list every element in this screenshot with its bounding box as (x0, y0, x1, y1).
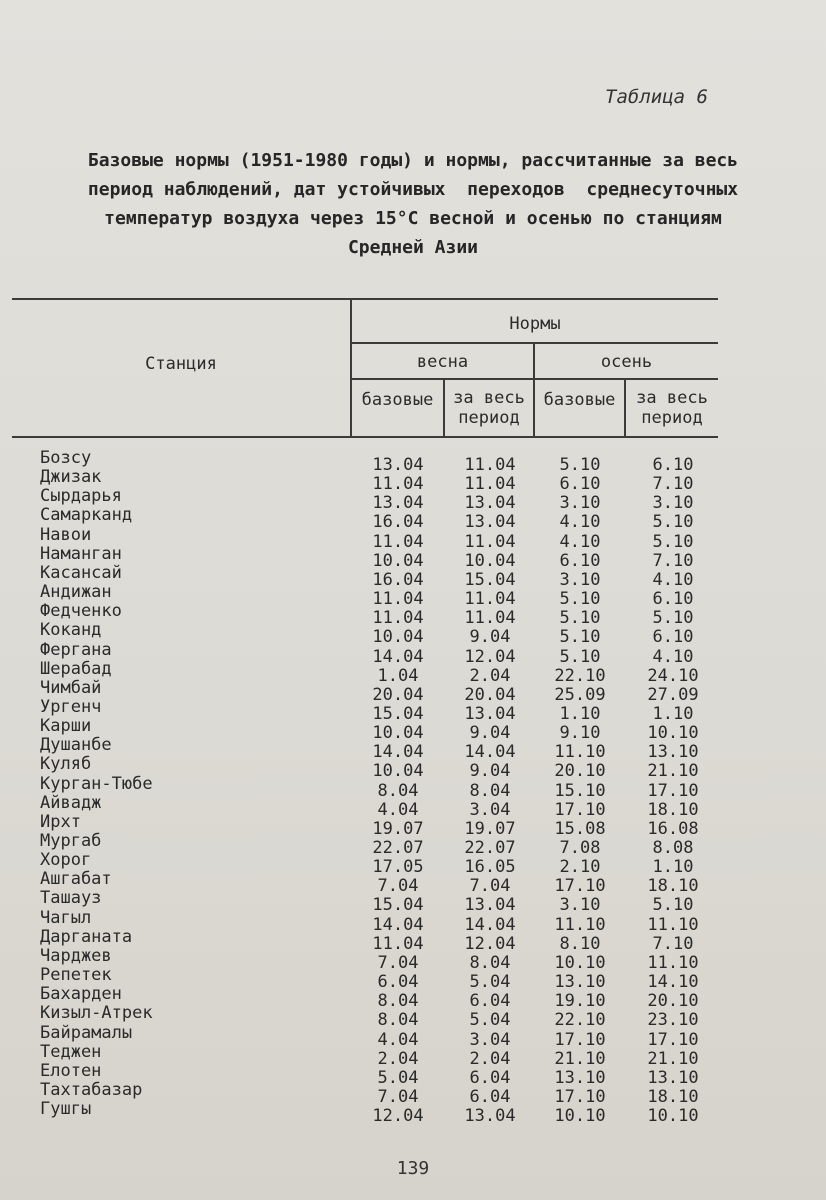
autumn-full: 4.10 (652, 646, 694, 667)
spring-base: 10.04 (372, 723, 424, 744)
spring-base: 14.04 (372, 742, 424, 763)
page-number: 139 (396, 1158, 430, 1179)
spring-full: 12.04 (464, 646, 516, 667)
spring-full: 8.04 (469, 952, 511, 973)
spring-full: 16.05 (464, 857, 516, 878)
spring-full: 6.04 (469, 991, 511, 1012)
autumn-full: 10.10 (647, 723, 699, 744)
autumn-full: 5.10 (652, 531, 694, 552)
station-name: Теджен (40, 1041, 102, 1062)
autumn-base: 17.10 (554, 1029, 606, 1050)
station-name: Навои (40, 524, 92, 545)
spring-base: 11.04 (372, 474, 424, 495)
autumn-base: 6.10 (559, 550, 601, 571)
station-name: Айвадж (40, 792, 102, 813)
spring-base: 7.04 (377, 876, 419, 897)
spring-base: 22.07 (372, 838, 424, 858)
header-bottom-rule (12, 436, 718, 438)
spring-base: 11.04 (372, 589, 424, 610)
autumn-base: 5.10 (559, 627, 601, 648)
spring-base: 10.04 (372, 627, 424, 648)
spring-full: 9.04 (469, 723, 511, 744)
autumn-full: 11.10 (647, 914, 699, 935)
header-autumn-full-l2: период (641, 408, 703, 428)
autumn-base: 17.10 (554, 1086, 606, 1107)
station-name: Куляб (40, 754, 92, 775)
station-name: Сырдарья (40, 486, 122, 507)
autumn-full: 20.10 (647, 991, 699, 1012)
spring-base: 1.04 (377, 665, 419, 686)
spring-full: 11.04 (464, 474, 516, 495)
spring-full: 3.04 (469, 1029, 511, 1050)
autumn-base: 3.10 (559, 493, 601, 514)
autumn-base: 13.10 (554, 1067, 606, 1088)
spring-base: 11.04 (372, 933, 424, 954)
spring-full: 13.04 (464, 1106, 516, 1127)
autumn-full: 4.10 (652, 569, 694, 590)
spring-base: 5.04 (377, 1067, 419, 1088)
header-autumn-full (626, 388, 718, 428)
station-name: Репетек (40, 965, 112, 986)
spring-base: 8.04 (377, 780, 419, 801)
spring-full: 2.04 (469, 665, 511, 686)
spring-full: 9.04 (469, 627, 511, 648)
station-name: Байрамалы (40, 1022, 133, 1043)
autumn-full: 17.10 (647, 1029, 699, 1050)
spring-base: 11.04 (372, 531, 424, 552)
autumn-base: 1.10 (559, 703, 601, 724)
spring-base: 8.04 (377, 991, 419, 1012)
station-name: Ташауз (40, 888, 102, 909)
autumn-full: 7.10 (652, 550, 694, 571)
autumn-full: 10.10 (647, 1106, 699, 1127)
spring-full: 13.04 (464, 493, 516, 514)
header-station: Станция (145, 354, 217, 374)
spring-full: 6.04 (469, 1067, 511, 1088)
autumn-base: 22.10 (554, 1010, 606, 1031)
autumn-full: 16.08 (647, 818, 699, 839)
autumn-base: 3.10 (559, 569, 601, 590)
station-name: Елотен (40, 1060, 102, 1081)
station-name: Кизыл-Атрек (40, 1003, 153, 1024)
spring-full: 10.04 (464, 550, 516, 571)
autumn-base: 6.10 (559, 474, 601, 495)
autumn-full: 13.10 (647, 1067, 699, 1088)
spring-full: 22.07 (464, 838, 516, 858)
table-title (0, 146, 826, 262)
station-name: Бозсу (40, 448, 92, 468)
autumn-base: 25.09 (554, 684, 606, 705)
station-name: Коканд (40, 620, 102, 641)
spring-full: 14.04 (464, 914, 516, 935)
spring-base: 7.04 (377, 952, 419, 973)
station-name: Ирхт (40, 811, 81, 832)
spring-base: 19.07 (372, 818, 424, 839)
spring-full: 11.04 (464, 608, 516, 629)
station-name: Наманган (40, 543, 122, 564)
spring-base: 20.04 (372, 684, 424, 705)
autumn-full: 21.10 (647, 761, 699, 782)
station-name: Хорог (40, 850, 92, 871)
autumn-full: 8.08 (652, 838, 694, 858)
autumn-base: 5.10 (559, 589, 601, 610)
station-name: Джизак (40, 467, 102, 488)
station-name: Карши (40, 716, 92, 737)
autumn-full: 18.10 (647, 876, 699, 897)
spring-base: 14.04 (372, 914, 424, 935)
spring-full: 5.04 (469, 1010, 511, 1031)
station-name: Тахтабазар (40, 1079, 143, 1100)
autumn-base: 10.10 (554, 952, 606, 973)
station-name: Курган-Тюбе (40, 773, 153, 794)
station-name: Федченко (40, 601, 122, 622)
spring-base: 14.04 (372, 646, 424, 667)
spring-base: 10.04 (372, 550, 424, 571)
autumn-full: 5.10 (652, 608, 694, 629)
spring-base: 4.04 (377, 1029, 419, 1050)
autumn-full: 1.10 (652, 703, 694, 724)
spring-base: 4.04 (377, 799, 419, 820)
station-name: Касансай (40, 562, 122, 583)
spring-full: 13.04 (464, 703, 516, 724)
autumn-base: 9.10 (559, 723, 601, 744)
station-name: Чимбай (40, 677, 102, 698)
autumn-base: 22.10 (554, 665, 606, 686)
spring-base: 15.04 (372, 703, 424, 724)
autumn-full: 18.10 (647, 799, 699, 820)
autumn-base: 19.10 (554, 991, 606, 1012)
autumn-base: 11.10 (554, 914, 606, 935)
autumn-base: 15.08 (554, 818, 606, 839)
spring-base: 6.04 (377, 972, 419, 993)
spring-full: 20.04 (464, 684, 516, 705)
spring-full: 13.04 (464, 512, 516, 533)
spring-base: 2.04 (377, 1048, 419, 1069)
header-spring-full (445, 388, 533, 428)
autumn-full: 21.10 (647, 1048, 699, 1069)
station-name: Самарканд (40, 505, 133, 526)
station-name: Бахарден (40, 984, 122, 1005)
spring-full: 5.04 (469, 972, 511, 993)
station-name: Гушгы (40, 1099, 92, 1120)
autumn-full: 13.10 (647, 742, 699, 763)
autumn-full: 6.10 (652, 589, 694, 610)
title-line-1: Базовые нормы (1951-1980 годы) и нормы, рассчитанные за весь (87, 150, 739, 171)
autumn-base: 13.10 (554, 972, 606, 993)
spring-base: 12.04 (372, 1106, 424, 1127)
autumn-base: 21.10 (554, 1048, 606, 1069)
autumn-full: 6.10 (652, 455, 694, 475)
autumn-full: 5.10 (652, 512, 694, 533)
header-spring-base: базовые (361, 390, 434, 410)
autumn-base: 5.10 (559, 608, 601, 629)
spring-full: 6.04 (469, 1086, 511, 1107)
spring-base: 13.04 (372, 493, 424, 514)
autumn-full: 11.10 (647, 952, 699, 973)
autumn-base: 15.10 (554, 780, 606, 801)
spring-full: 11.04 (464, 589, 516, 610)
autumn-base: 3.10 (559, 895, 601, 916)
spring-base: 16.04 (372, 569, 424, 590)
autumn-base: 20.10 (554, 761, 606, 782)
header-autumn-base: базовые (543, 390, 616, 410)
title-line-4: Средней Азии (347, 237, 479, 258)
autumn-full: 23.10 (647, 1010, 699, 1031)
autumn-full: 17.10 (647, 780, 699, 801)
spring-full: 2.04 (469, 1048, 511, 1069)
spring-base: 16.04 (372, 512, 424, 533)
autumn-base: 5.10 (559, 455, 601, 475)
spring-full: 11.04 (464, 531, 516, 552)
spring-full: 13.04 (464, 895, 516, 916)
autumn-full: 27.09 (647, 684, 699, 705)
autumn-base: 11.10 (554, 742, 606, 763)
spring-base: 17.05 (372, 857, 424, 878)
autumn-base: 10.10 (554, 1106, 606, 1127)
autumn-base: 4.10 (559, 512, 601, 533)
station-name: Чагыл (40, 907, 92, 928)
autumn-base: 5.10 (559, 646, 601, 667)
header-spring: весна (416, 352, 469, 372)
station-name: Чарджев (40, 945, 112, 966)
spring-base: 11.04 (372, 608, 424, 629)
spring-base: 10.04 (372, 761, 424, 782)
spring-full: 12.04 (464, 933, 516, 954)
station-name: Мургаб (40, 831, 102, 851)
autumn-full: 3.10 (652, 493, 694, 514)
spring-full: 7.04 (469, 876, 511, 897)
station-name: Андижан (40, 582, 112, 603)
header-autumn: осень (600, 352, 653, 372)
title-line-2: период наблюдений, дат устойчивых переходов среднесуточных (87, 179, 739, 200)
station-name: Ургенч (40, 696, 102, 717)
autumn-full: 5.10 (652, 895, 694, 916)
station-name: Ашгабат (40, 869, 112, 890)
spring-full: 8.04 (469, 780, 511, 801)
autumn-full: 6.10 (652, 627, 694, 648)
autumn-full: 7.10 (652, 474, 694, 495)
table-top-rule (12, 298, 718, 300)
header-spring-full-l1: за весь (453, 388, 525, 408)
spring-full: 19.07 (464, 818, 516, 839)
header-norms: Нормы (509, 314, 561, 334)
spring-base: 15.04 (372, 895, 424, 916)
spring-full: 14.04 (464, 742, 516, 763)
autumn-full: 24.10 (647, 665, 699, 686)
table-label: Таблица 6 (605, 86, 708, 108)
autumn-base: 8.10 (559, 933, 601, 954)
autumn-full: 18.10 (647, 1086, 699, 1107)
title-line-3: температур воздуха через 15°С весной и осенью по станциям (104, 208, 722, 229)
autumn-base: 17.10 (554, 876, 606, 897)
station-name: Фергана (40, 639, 112, 660)
autumn-full: 14.10 (647, 972, 699, 993)
autumn-base: 17.10 (554, 799, 606, 820)
spring-full: 15.04 (464, 569, 516, 590)
spring-full: 3.04 (469, 799, 511, 820)
spring-base: 7.04 (377, 1086, 419, 1107)
station-name: Шерабад (40, 658, 112, 679)
spring-base: 8.04 (377, 1010, 419, 1031)
station-name: Душанбе (40, 735, 112, 756)
autumn-base: 4.10 (559, 531, 601, 552)
autumn-full: 7.10 (652, 933, 694, 954)
table-row (0, 1099, 826, 1127)
header-spring-full-l2: период (458, 408, 520, 428)
spring-full: 11.04 (464, 455, 516, 475)
header-autumn-full-l1: за весь (636, 388, 708, 408)
autumn-base: 2.10 (559, 857, 601, 878)
spring-base: 13.04 (372, 455, 424, 475)
station-name: Дарганата (40, 926, 133, 947)
autumn-full: 1.10 (652, 857, 694, 878)
spring-full: 9.04 (469, 761, 511, 782)
autumn-base: 7.08 (559, 838, 601, 858)
